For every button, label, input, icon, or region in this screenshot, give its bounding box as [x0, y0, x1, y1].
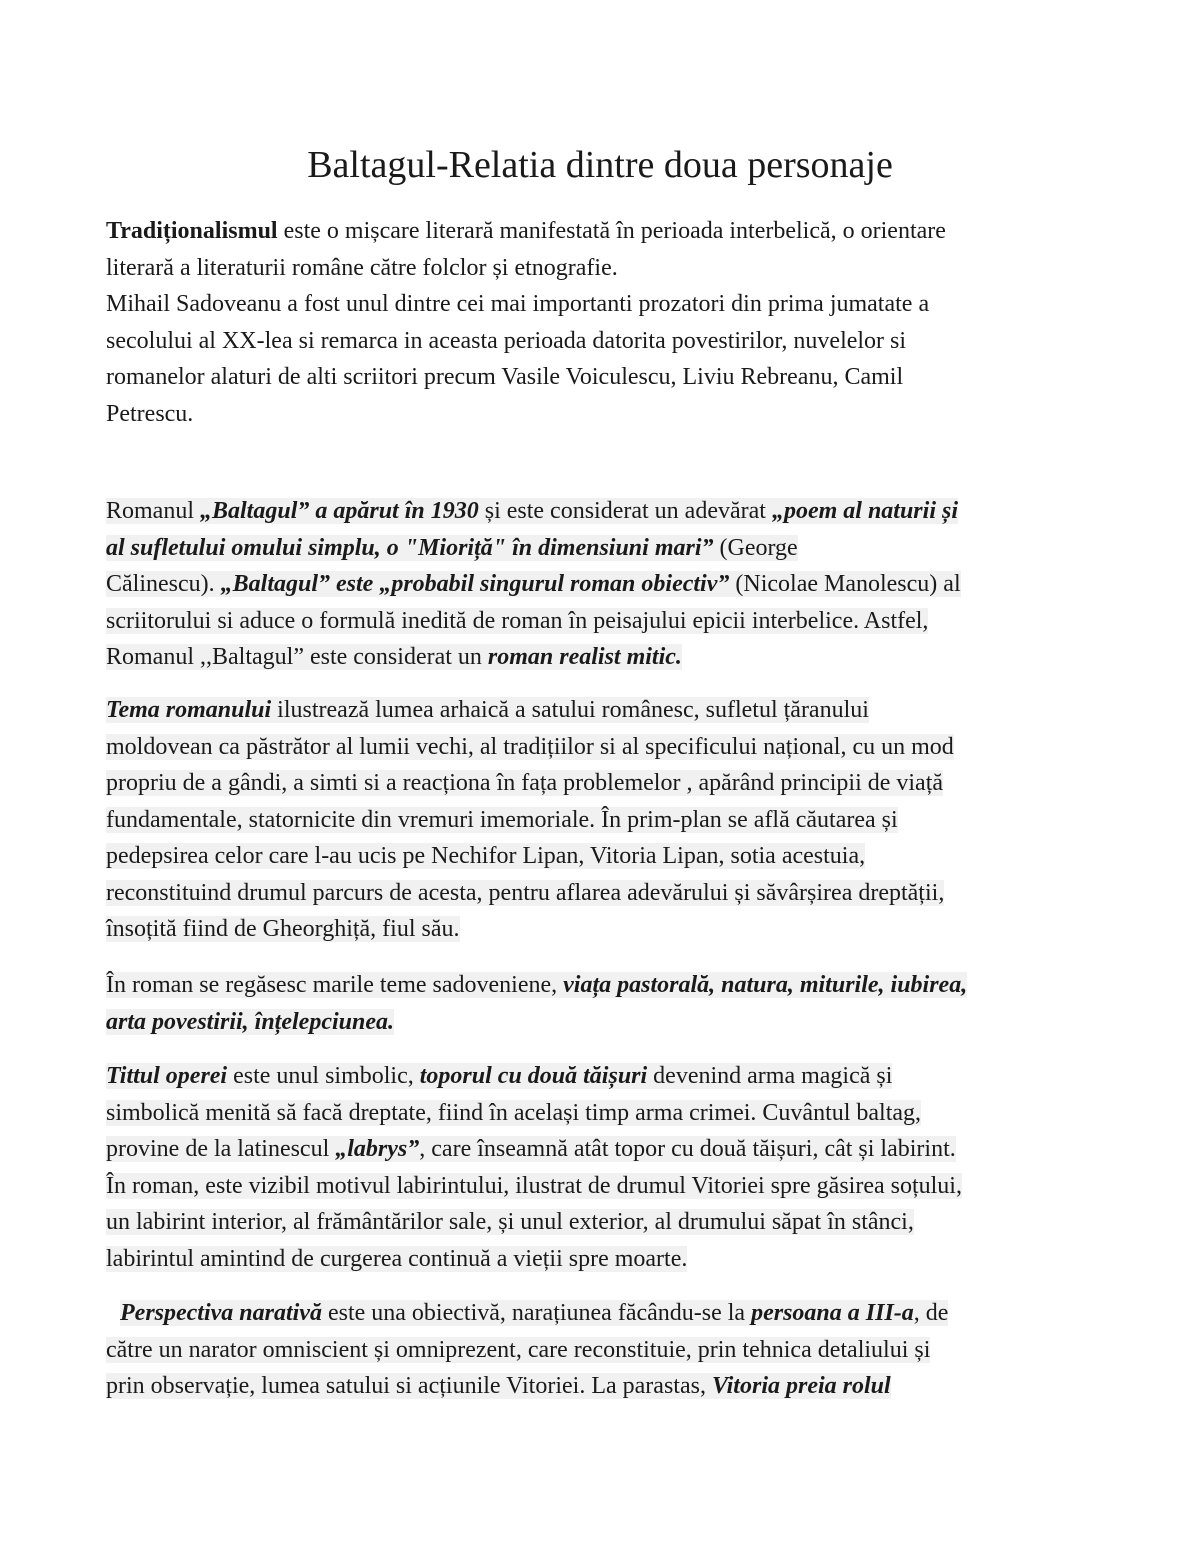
- text-line: literară a literaturii române către folclor și etnografie.: [106, 254, 618, 281]
- text-run: Romanul: [106, 498, 200, 524]
- text-line: [106, 838, 1096, 875]
- text-run: și este considerat un adevărat: [478, 498, 772, 524]
- document-title: Baltagul-Relatia dintre doua personaje: [307, 144, 893, 186]
- emphasis-text: „poem al naturii și: [771, 498, 958, 524]
- text-line: [106, 493, 1096, 530]
- text-run: (Nicolae Manolescu) al: [729, 571, 961, 597]
- text-run: moldovean ca păstrător al lumii vechi, al tradițiilor si al specificului național, cu un mod: [106, 733, 954, 760]
- emphasis-text: Tema romanului: [106, 697, 272, 723]
- text-run: devenind arma magică și: [647, 1063, 893, 1089]
- emphasis-text: toporul cu două tăișuri: [419, 1063, 648, 1089]
- text-run: Călinescu).: [106, 571, 221, 597]
- text-run: fundamentale, statornicite din vremuri imemoriale. În prim-plan se află căutarea și: [106, 806, 898, 833]
- text-run: propriu de a gândi, a simti si a reacționa în fața problemelor , apărând principii de viață: [106, 770, 944, 796]
- emphasis-text: arta povestirii, înțelepciunea.: [106, 1008, 394, 1035]
- emphasis-text: Tittul operei: [106, 1063, 228, 1089]
- emphasis-text: persoana a III-a: [751, 1300, 914, 1326]
- paragraph-theme: [106, 692, 1096, 948]
- emphasis-text: „Baltagul” este „probabil singurul roman obiectiv”: [220, 571, 730, 597]
- text-line: [106, 1168, 1096, 1205]
- text-line: [106, 1095, 1096, 1132]
- text-run: este una obiectivă, narațiunea făcându-se la: [321, 1300, 752, 1326]
- text-line: secolului al XX-lea si remarca in aceasta perioada datorita povestirilor, nuvelelor si: [106, 327, 907, 354]
- emphasis-text: Perspectiva narativă: [120, 1300, 322, 1326]
- text-run: , care înseamnă atât topor cu două tăișuri, cât și labirint.: [419, 1136, 956, 1162]
- text-run: reconstituind drumul parcurs de acesta, pentru aflarea adevărului și săvârșirea dreptății,: [106, 879, 945, 906]
- emphasis-text: viața pastorală, natura, miturile, iubirea,: [563, 972, 968, 998]
- paragraph-narrative-perspective: [106, 1295, 1096, 1405]
- text-run: (George: [713, 534, 798, 561]
- text-run: însoțită fiind de Gheorghiță, fiul său.: [106, 916, 460, 942]
- text-run: simbolică menită să facă dreptate, fiind în același timp arma crimei. Cuvântul baltag,: [106, 1099, 922, 1126]
- text-line: [106, 1131, 1096, 1168]
- text-line: Mihail Sadoveanu a fost unul dintre cei mai importanti prozatori din prima jumatate a: [106, 291, 930, 317]
- emphasis-text: „Baltagul” a apărut în 1930: [200, 498, 479, 524]
- text-line: [106, 1368, 1096, 1405]
- text-run: pedepsirea celor care l-au ucis pe Nechifor Lipan, Vitoria Lipan, sotia acestuia,: [106, 843, 866, 869]
- text-line: romanelor alaturi de alti scriitori precum Vasile Voiculescu, Liviu Rebreanu, Camil: [106, 364, 904, 390]
- text-line: [106, 1332, 1096, 1369]
- text-line: [106, 603, 1096, 640]
- text-run: În roman se regăsesc marile teme sadoveniene,: [106, 972, 564, 998]
- text-line: [106, 639, 1096, 676]
- text-line: [106, 802, 1096, 839]
- text-line: Petrescu.: [106, 400, 194, 427]
- text-run: , de: [913, 1300, 949, 1326]
- text-run: un labirint interior, al frământărilor sale, și unul exterior, al drumului săpat în stânci,: [106, 1209, 914, 1235]
- text-line: [106, 911, 1096, 948]
- emphasis-text: Vitoria preia rolul: [711, 1373, 891, 1399]
- paragraph-traditionalism: [106, 213, 1096, 432]
- paragraph-title-meaning: [106, 1058, 1096, 1277]
- paragraph-themes-list: [106, 967, 1096, 1040]
- text-line: [106, 1004, 1096, 1041]
- text-line: [106, 1241, 1096, 1278]
- text-line: [106, 1058, 1096, 1095]
- text-run: este o mișcare literară manifestată în perioada interbelică, o orientare: [277, 218, 946, 244]
- text-run: provine de la latinescul: [106, 1136, 336, 1162]
- emphasis-text: roman realist mitic.: [487, 644, 682, 670]
- text-line: [106, 692, 1096, 729]
- paragraph-novel-intro: [106, 493, 1096, 676]
- text-line: [106, 729, 1096, 766]
- text-run: În roman, este vizibil motivul labirintului, ilustrat de drumul Vitoriei spre găsirea soțului,: [106, 1172, 962, 1199]
- text-line: [106, 566, 1096, 603]
- text-run: este unul simbolic,: [227, 1063, 420, 1089]
- text-line: [106, 1204, 1096, 1241]
- text-line: [106, 530, 1096, 567]
- text-run: Romanul ,,Baltagul” este considerat un: [106, 644, 488, 670]
- text-run: labirintul amintind de curgerea continuă a vieții spre moarte.: [106, 1245, 688, 1272]
- bold-term: Tradiționalismul: [106, 218, 278, 244]
- text-line: [106, 765, 1096, 802]
- text-run: prin observație, lumea satului si acțiunile Vitoriei. La parastas,: [106, 1373, 712, 1399]
- emphasis-text: al sufletului omului simplu, o "Mioriță" în dimensiuni mari”: [106, 534, 714, 561]
- text-line: [106, 1295, 1096, 1332]
- text-run: către un narator omniscient și omniprezent, care reconstituie, prin tehnica detaliului și: [106, 1336, 931, 1363]
- text-line: [106, 213, 1096, 250]
- emphasis-text: „labrys”: [335, 1136, 420, 1162]
- text-line: [106, 967, 1096, 1004]
- text-line: [106, 875, 1096, 912]
- text-run: ilustrează lumea arhaică a satului românesc, sufletul țăranului: [271, 697, 869, 723]
- text-run: scriitorului si aduce o formulă inedită de roman în peisajului epicii interbelice. Astfel,: [106, 607, 929, 634]
